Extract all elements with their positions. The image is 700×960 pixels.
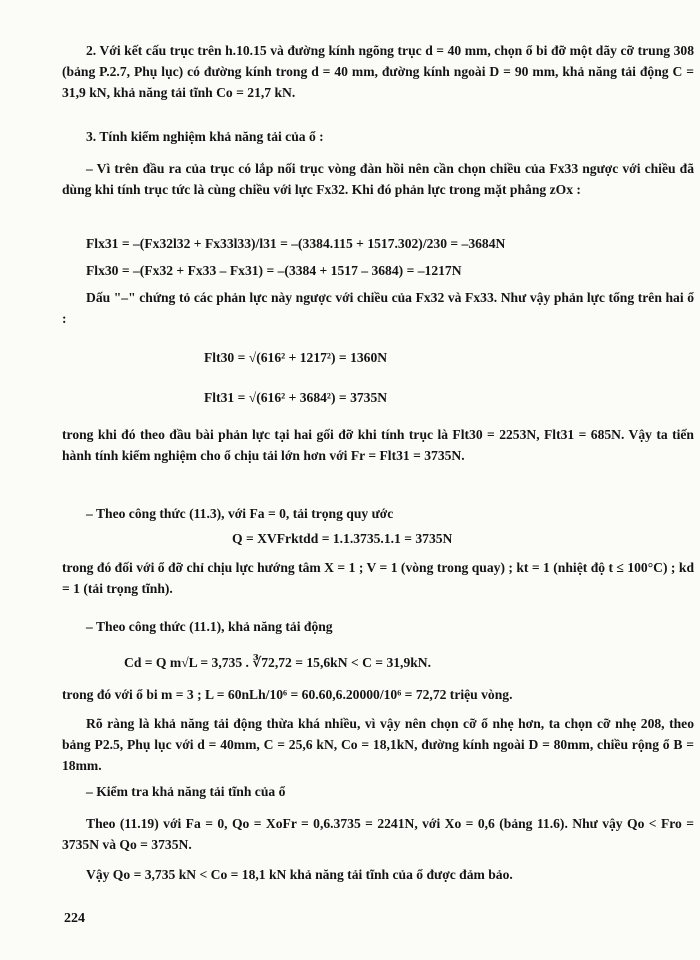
paragraph-bearing-selection: 2. Với kết cấu trục trên h.10.15 và đường kính ngõng trục d = 40 mm, chọn ổ bi đỡ một dãy cỡ trung 308 (bảng P.2.7, Phụ lục) có đường kính trong d = 40 mm, đường kính ngoài D = 90 mm, khả năng tải động C = 31,9 kN, khả năng tải tĩnh Co = 21,7 kN. [62,43,694,100]
paragraph-formula-11-3: – Theo công thức (11.3), với Fa = 0, tải trọng quy ước [86,506,394,521]
paragraph-coupling-direction: – Vì trên đầu ra của trục có lắp nối trục vòng đàn hồi nên cần chọn chiều của Fx33 ngược với chiều đã dùng khi tính trục tức là cùng chiều với lực Fx32. Khi đó phản lực trong mặt phẳng zOx : [62,161,694,197]
section-heading-load-check: 3. Tính kiểm nghiệm khả năng tải của ổ : [86,129,324,144]
equation-flt31: Flt31 = √(616² + 3684²) = 3735N [204,390,388,405]
paragraph-static-load: Theo (11.19) với Fa = 0, Qo = XoFr = 0,6.3735 = 2241N, với Xo = 0,6 (bảng 11.6). Như vậy Qo < Fro = 3735N và Qo = 3735N. [62,816,694,852]
equation-flt30: Flt30 = √(616² + 1217²) = 1360N [204,350,388,365]
equation-equivalent-load: Q = XVFrktdd = 1.1.3735.1.1 = 3735N [232,531,453,546]
paragraph-life: trong đó với ổ bi m = 3 ; L = 60nLh/10⁶ = 60.60,6.20000/10⁶ = 72,72 triệu vòng. [62,687,513,702]
paragraph-sign-note: Dấu "–" chứng tỏ các phản lực này ngược với chiều của Fx32 và Fx33. Như vậy phản lực tổng trên hai ổ : [62,290,694,326]
equation-flx30: Flx30 = –(Fx32 + Fx33 – Fx31) = –(3384 + 1517 – 3684) = –1217N [86,263,462,278]
section-heading-static-check: – Kiểm tra khả năng tải tĩnh của ổ [86,784,286,799]
paragraph-conclusion: Vậy Qo = 3,735 kN < Co = 18,1 kN khả năng tải tĩnh của ổ được đảm bảo. [86,867,513,882]
paragraph-coefficients: trong đó đối với ổ đỡ chỉ chịu lực hướng tâm X = 1 ; V = 1 (vòng trong quay) ; kt = 1 (nhiệt độ t ≤ 100°C) ; kd = 1 (tải trọng tĩnh). [62,560,694,596]
paragraph-formula-11-1: – Theo công thức (11.1), khả năng tải động [86,619,333,634]
paragraph-reaction-compare: trong khi đó theo đầu bài phản lực tại hai gối đỡ khi tính trục là Flt30 = 2253N, Flt31 = 685N. Vậy ta tiến hành tính kiểm nghiệm cho ổ chịu tải lớn hơn với Fr = Flt31 = 3735N. [62,427,694,463]
paragraph-lighter-bearing: Rõ ràng là khả năng tải động thừa khá nhiều, vì vậy nên chọn cỡ ổ nhẹ hơn, ta chọn cỡ nhẹ 208, theo bảng P2.5, Phụ lục với d = 40mm, C = 25,6 kN, Co = 18,1kN, đường kính ngoài D = 80mm, chiều rộng ổ B = 18mm. [62,716,694,773]
equation-flx31: Flx31 = –(Fx32l32 + Fx33l33)/l31 = –(3384.115 + 1517.302)/230 = –3684N [86,236,506,251]
equation-dynamic-capacity: Cd = Q m√L = 3,735 . ∛72,72 = 15,6kN < C = 31,9kN. [124,655,432,670]
page-number: 224 [64,911,85,926]
